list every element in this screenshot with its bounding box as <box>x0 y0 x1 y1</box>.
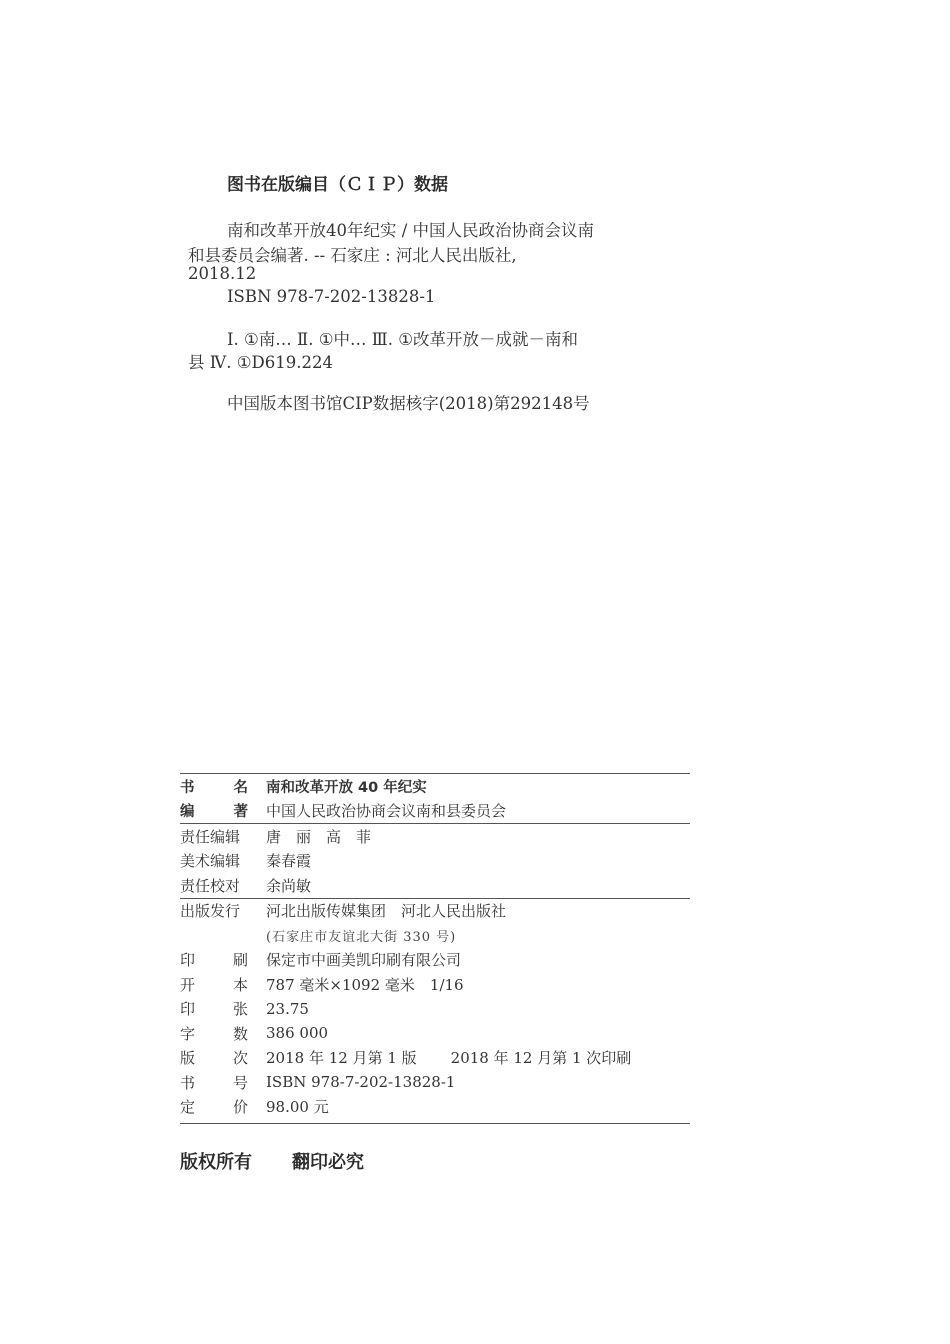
imprint-row-edition <box>180 1046 690 1071</box>
imprint-row-book-name <box>180 774 690 799</box>
rights-reserved: 版权所有 <box>180 1152 252 1173</box>
imprint-label: 字 数 <box>180 1024 248 1043</box>
cip-line: 2018.12 <box>188 264 257 283</box>
printer-value: 保定市中画美凯印刷有限公司 <box>266 951 462 970</box>
isbn-value: ISBN 978-7-202-13828-1 <box>266 1073 456 1092</box>
format-value: 787 毫米×1092 毫米 1/16 <box>266 975 464 994</box>
imprint-label: 责任编辑 <box>180 827 241 846</box>
imprint-label: 版 次 <box>180 1049 248 1068</box>
imprint-label: 责任校对 <box>180 876 241 895</box>
imprint-row-editor <box>180 824 690 849</box>
cip-line: 县 Ⅳ. ①D619.224 <box>188 353 333 372</box>
edition-value <box>266 1047 690 1068</box>
imprint-row-format <box>180 972 690 997</box>
imprint-label: 印 刷 <box>180 951 248 970</box>
cip-line: ISBN 978-7-202-13828-1 <box>227 287 436 306</box>
edition-date: 2018 年 12 月第 1 版 <box>266 1049 417 1068</box>
imprint-label: 书 号 <box>180 1073 248 1092</box>
divider <box>180 1123 690 1124</box>
imprint-label: 出版发行 <box>180 902 241 921</box>
words-value: 386 000 <box>266 1024 329 1043</box>
imprint-row-printer <box>180 948 690 973</box>
cip-line: Ⅰ. ①南… Ⅱ. ①中… Ⅲ. ①改革开放－成就－南和 <box>227 330 578 349</box>
imprint-row-price <box>180 1095 690 1120</box>
imprint-block <box>180 773 690 1124</box>
imprint-row-proofreader <box>180 873 690 898</box>
proofreader-value: 余尚敏 <box>266 876 312 895</box>
imprint-row-address <box>180 923 690 948</box>
imprint-label: 印 张 <box>180 1000 248 1019</box>
book-name-value: 南和改革开放 40 年纪实 <box>266 779 427 796</box>
imprint-row-isbn <box>180 1070 690 1095</box>
publisher-address: (石家庄市友谊北大街 330 号) <box>266 929 457 945</box>
imprint-row-words <box>180 1021 690 1046</box>
imprint-label: 定 价 <box>180 1098 248 1117</box>
compiler-value: 中国人民政治协商会议南和县委员会 <box>266 802 507 821</box>
rights-notice <box>180 1148 364 1174</box>
imprint-label: 美术编辑 <box>180 852 241 871</box>
imprint-row-sheets <box>180 997 690 1022</box>
cip-line: 和县委员会编著. -- 石家庄 : 河北人民出版社, <box>188 246 517 265</box>
cip-line: 南和改革开放40年纪实 / 中国人民政治协商会议南 <box>227 221 595 240</box>
price-value: 98.00 元 <box>266 1098 329 1117</box>
publisher-value: 河北出版传媒集团 河北人民出版社 <box>266 902 507 921</box>
cip-record-number: 中国版本图书馆CIP数据核字(2018)第292148号 <box>227 394 590 413</box>
printing-date: 2018 年 12 月第 1 次印刷 <box>450 1049 632 1068</box>
cip-heading: 图书在版编目（ＣＩＰ）数据 <box>227 175 448 195</box>
imprint-row-compiler <box>180 799 690 824</box>
art-editor-value: 秦春霞 <box>266 852 312 871</box>
imprint-label: 编 著 <box>180 804 248 821</box>
imprint-row-art-editor <box>180 849 690 874</box>
sheets-value: 23.75 <box>266 999 309 1018</box>
piracy-warning: 翻印必究 <box>292 1152 364 1173</box>
imprint-label: 开 本 <box>180 975 248 994</box>
imprint-row-publisher <box>180 899 690 924</box>
editor-value: 唐 丽 高 菲 <box>266 827 372 846</box>
imprint-label: 书 名 <box>180 779 248 796</box>
